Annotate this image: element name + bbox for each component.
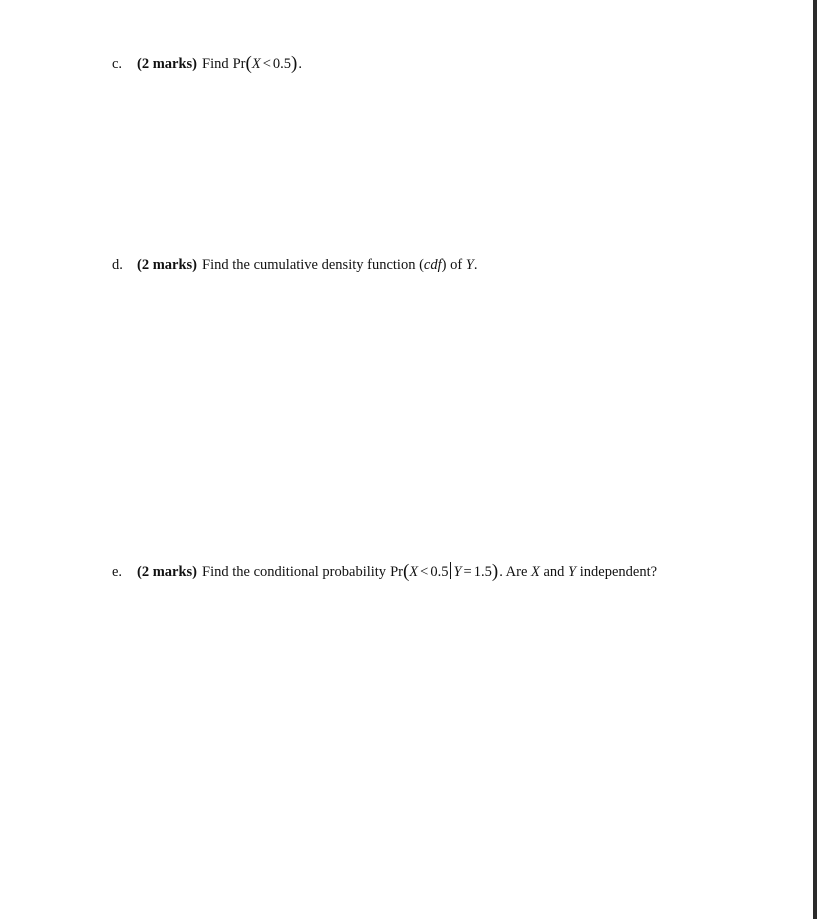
- open-paren: (: [402, 561, 410, 582]
- and-text: and: [539, 564, 569, 580]
- text-after: . Are: [499, 564, 531, 580]
- math-variable-x: X: [409, 564, 419, 580]
- sentence-end: independent?: [576, 564, 658, 580]
- given-bar: [450, 562, 451, 579]
- cdf-abbreviation: cdf: [423, 257, 442, 273]
- open-paren: (: [245, 53, 252, 74]
- math-operator: <: [262, 56, 271, 72]
- marks-label: (2 marks): [137, 56, 198, 72]
- math-value-2: 1.5: [473, 564, 492, 580]
- probability-expression: [233, 53, 298, 72]
- question-text: Find: [202, 56, 229, 72]
- math-variable-y: Y: [453, 564, 462, 580]
- close-paren: ): [491, 561, 499, 582]
- math-variable: X: [251, 56, 261, 72]
- text-mid: ) of: [441, 257, 466, 273]
- sentence-end: .: [473, 257, 478, 273]
- question-letter: d.: [112, 257, 123, 273]
- math-function: Pr: [232, 56, 246, 72]
- variable-y: Y: [568, 564, 577, 580]
- question-text: [202, 258, 477, 273]
- question-d: [112, 258, 478, 273]
- question-letter: c.: [112, 56, 123, 72]
- question-c: [112, 53, 302, 72]
- question-e: [112, 559, 657, 580]
- text-before: Find the cumulative density function (: [202, 257, 424, 273]
- math-value-1: 0.5: [430, 564, 449, 580]
- variable-x: X: [531, 564, 540, 580]
- math-value: 0.5: [272, 56, 292, 72]
- close-paren: ): [291, 53, 298, 74]
- conditional-probability-expression: [390, 559, 498, 580]
- sentence-end: .: [298, 56, 302, 72]
- page-edge-border: [813, 0, 817, 919]
- marks-label: (2 marks): [137, 564, 198, 580]
- math-function: Pr: [390, 564, 403, 580]
- question-text: Find the conditional probability: [202, 564, 387, 580]
- marks-label: (2 marks): [137, 257, 198, 273]
- question-letter: e.: [112, 564, 123, 580]
- math-operator-less: <: [420, 564, 429, 580]
- math-variable: Y: [465, 257, 474, 273]
- math-operator-equals: =: [463, 564, 472, 580]
